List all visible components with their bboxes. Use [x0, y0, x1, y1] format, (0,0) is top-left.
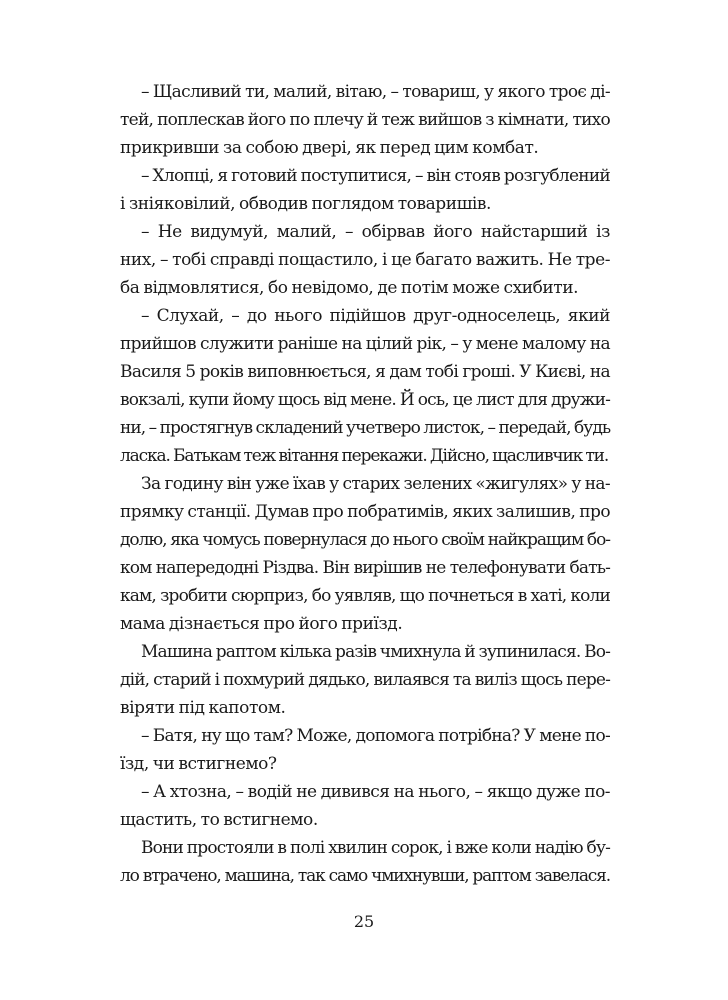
- text-line: – Не видумуй, малий, – обірвав його найстарший із: [141, 222, 610, 242]
- text-line: Вони простояли в полі хвилин сорок, і вже коли надію бу-: [141, 838, 610, 858]
- text-line: – Слухай, – до нього підійшов друг-односелець, який: [141, 306, 610, 326]
- text-line: Машина раптом кілька разів чмихнула й зупинилася. Во-: [141, 642, 610, 662]
- text-line: – Батя, ну що там? Може, допомога потрібна? У мене по-: [141, 726, 610, 746]
- text-line: віряти під капотом.: [120, 698, 286, 718]
- text-line: ба відмовлятися, бо невідомо, де потім може схибити.: [120, 278, 579, 298]
- text-line: кам, зробити сюрприз, бо уявляв, що почнеться в хаті, коли: [120, 586, 610, 606]
- text-line: ло втрачено, машина, так само чмихнувши, раптом завелася.: [120, 866, 610, 886]
- text-line: ни, – простягнув складений учетверо листок, – передай, будь: [120, 418, 611, 438]
- text-line: вокзалі, купи йому щось від мене. Й ось, це лист для дружи-: [120, 390, 610, 410]
- text-line: ласка. Батькам теж вітання перекажи. Дійсно, щасливчик ти.: [120, 446, 609, 466]
- page-number: 25: [353, 912, 375, 931]
- text-line: щастить, то встигнемо.: [120, 810, 318, 830]
- text-line: За годину він уже їхав у старих зелених «жигулях» у на-: [141, 474, 610, 494]
- text-line: і зніяковілий, обводив поглядом товаришів.: [120, 194, 491, 214]
- text-line: їзд, чи встигнемо?: [120, 754, 277, 774]
- text-line: долю, яка чомусь повернулася до нього своїм найкращим бо-: [120, 530, 610, 550]
- text-line: мама дізнається про його приїзд.: [120, 614, 403, 634]
- text-line: прямку станції. Думав про побратимів, яких залишив, про: [120, 502, 610, 522]
- text-line: – Щасливий ти, малий, вітаю, – товариш, у якого троє ді-: [141, 82, 610, 102]
- text-line: ком напередодні Різдва. Він вирішив не телефонувати бать-: [120, 558, 610, 578]
- text-line: тей, поплескав його по плечу й теж вийшов з кімнати, тихо: [120, 110, 610, 130]
- body-text: [120, 78, 610, 890]
- text-line: прийшов служити раніше на цілий рік, – у мене малому на: [120, 334, 610, 354]
- text-line: дій, старий і похмурий дядько, вилаявся та виліз щось пере-: [120, 670, 610, 690]
- text-line: них, – тобі справді пощастило, і це багато важить. Не тре-: [120, 250, 610, 270]
- text-line: – Хлопці, я готовий поступитися, – він стояв розгублений: [141, 166, 610, 186]
- text-line: Василя 5 років виповнюється, я дам тобі гроші. У Києві, на: [120, 362, 610, 382]
- text-line: – А хтозна, – водій не дивився на нього, – якщо дуже по-: [141, 782, 610, 802]
- text-line: прикривши за собою двері, як перед цим комбат.: [120, 138, 539, 158]
